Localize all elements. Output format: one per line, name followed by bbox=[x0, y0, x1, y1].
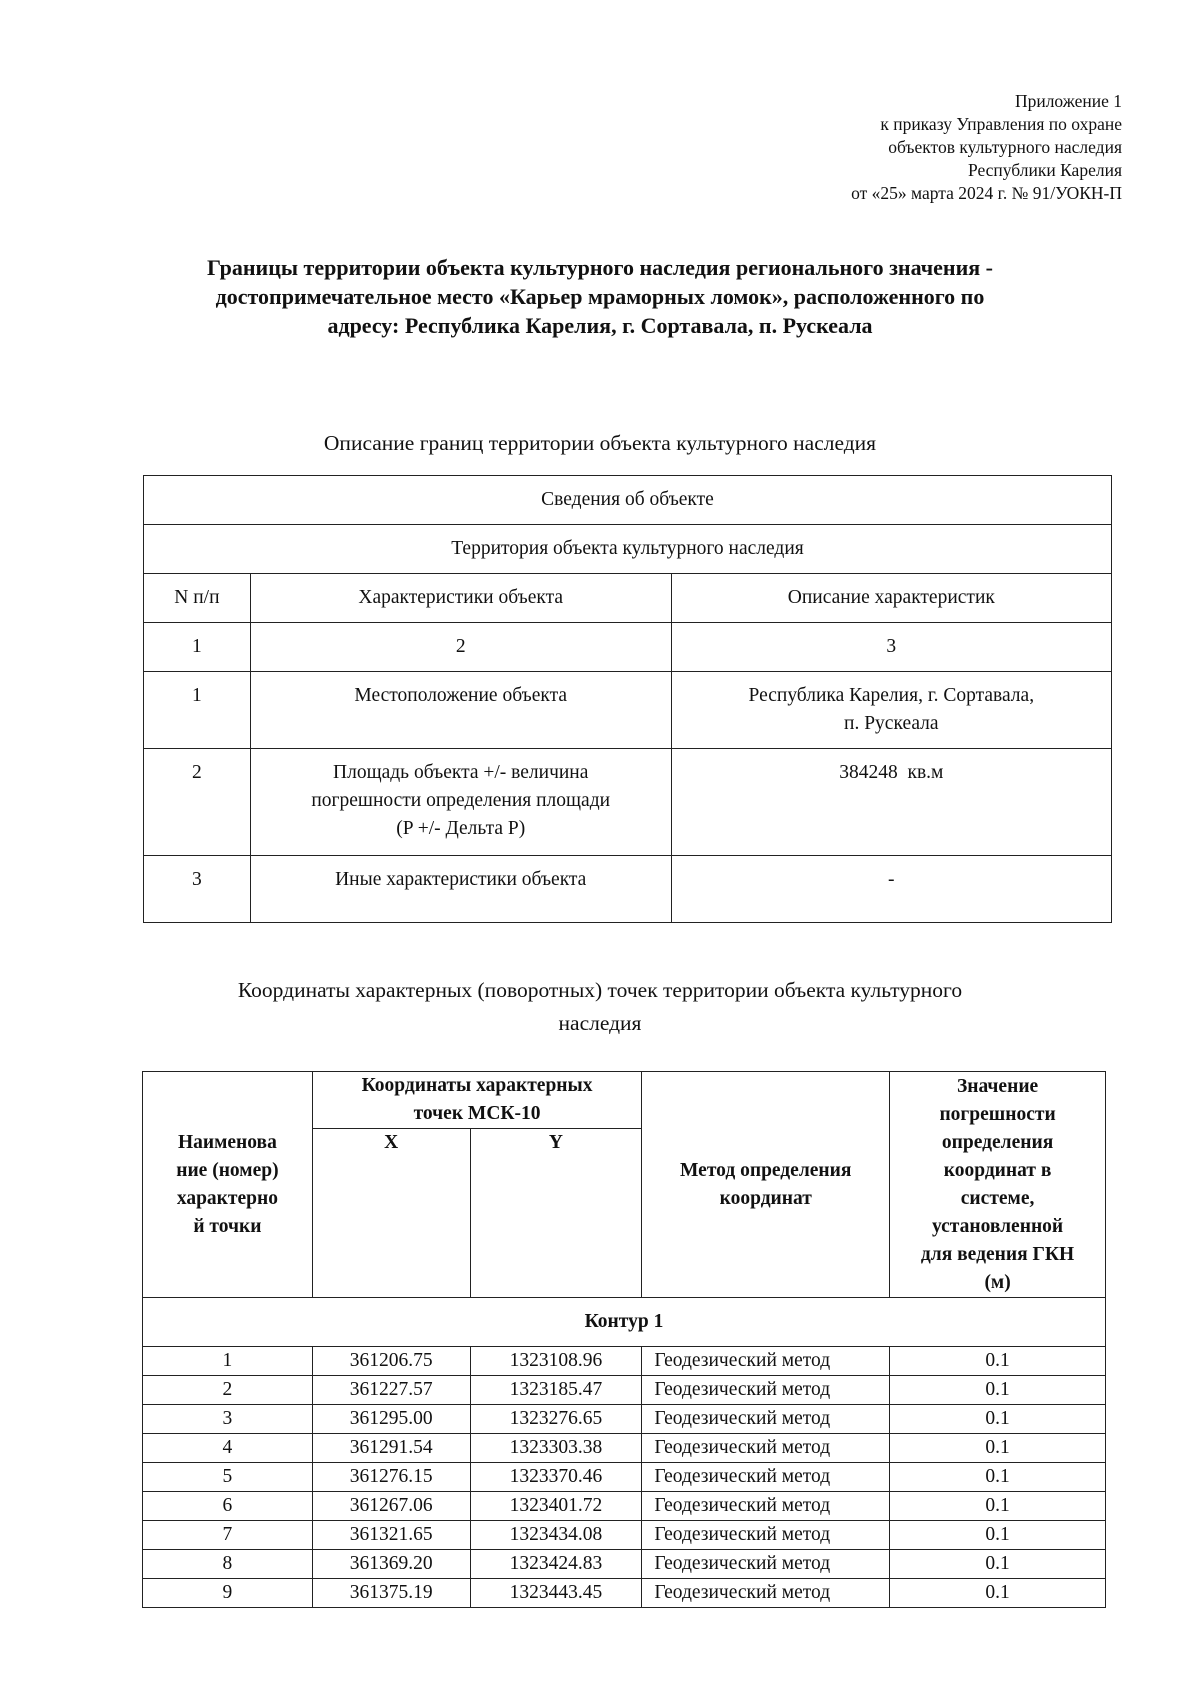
description-table bbox=[143, 475, 1112, 923]
title-line: Границы территории объекта культурного наследия регионального значения - bbox=[207, 255, 993, 280]
cell-line: погрешности определения площади bbox=[311, 790, 611, 811]
header-line: для ведения ГКН bbox=[920, 1244, 1075, 1265]
method-cell: Геодезический метод bbox=[642, 1521, 890, 1550]
point-cell: 8 bbox=[143, 1550, 313, 1579]
method-cell: Геодезический метод bbox=[642, 1579, 890, 1608]
point-cell: 3 bbox=[143, 1405, 313, 1434]
table-row bbox=[143, 1347, 1106, 1376]
table-row bbox=[143, 1550, 1106, 1579]
row-characteristic bbox=[250, 856, 671, 923]
y-cell: 1323303.38 bbox=[470, 1434, 642, 1463]
cell-line: Местоположение объекта bbox=[354, 685, 568, 706]
row-num: 3 bbox=[144, 856, 251, 923]
table-row bbox=[144, 672, 1112, 749]
title-line: адресу: Республика Карелия, г. Сортавала, п. Рускеала bbox=[327, 313, 873, 338]
point-cell: 7 bbox=[143, 1521, 313, 1550]
method-cell: Геодезический метод bbox=[642, 1492, 890, 1521]
accuracy-cell: 0.1 bbox=[890, 1405, 1106, 1434]
x-cell: 361267.06 bbox=[312, 1492, 470, 1521]
header-line: погрешности bbox=[939, 1104, 1056, 1125]
row-num: 2 bbox=[144, 749, 251, 856]
index-cell: 2 bbox=[250, 623, 671, 672]
accuracy-cell: 0.1 bbox=[890, 1434, 1106, 1463]
accuracy-cell: 0.1 bbox=[890, 1376, 1106, 1405]
appendix-line: к приказу Управления по охране bbox=[880, 114, 1122, 134]
header-characteristic: Характеристики объекта bbox=[250, 574, 671, 623]
index-cell: 1 bbox=[144, 623, 251, 672]
y-cell: 1323401.72 bbox=[470, 1492, 642, 1521]
appendix-line: объектов культурного наследия bbox=[888, 137, 1122, 157]
coordinates-table bbox=[142, 1071, 1106, 1608]
accuracy-cell: 0.1 bbox=[890, 1492, 1106, 1521]
header-line: Метод определения bbox=[680, 1159, 852, 1181]
index-cell: 3 bbox=[671, 623, 1111, 672]
cell-line: 384248 кв.м bbox=[839, 762, 944, 783]
header-line: характерно bbox=[176, 1187, 278, 1209]
point-cell: 2 bbox=[143, 1376, 313, 1405]
contour-label: Контур 1 bbox=[143, 1298, 1106, 1347]
x-cell: 361369.20 bbox=[312, 1550, 470, 1579]
cell-line: Республика Карелия, г. Сортавала, bbox=[748, 685, 1035, 706]
appendix-line: от «25» марта 2024 г. № 91/УОКН-П bbox=[851, 183, 1122, 203]
cell-line: п. Рускеала bbox=[844, 713, 939, 734]
y-cell: 1323434.08 bbox=[470, 1521, 642, 1550]
accuracy-cell: 0.1 bbox=[890, 1463, 1106, 1492]
y-cell: 1323370.46 bbox=[470, 1463, 642, 1492]
header-line: установленной bbox=[931, 1216, 1064, 1237]
table-row bbox=[143, 1521, 1106, 1550]
cell-line: Площадь объекта +/- величина bbox=[333, 762, 589, 783]
method-cell: Геодезический метод bbox=[642, 1463, 890, 1492]
accuracy-cell: 0.1 bbox=[890, 1579, 1106, 1608]
row-description bbox=[671, 672, 1111, 749]
row-description bbox=[671, 856, 1111, 923]
y-cell: 1323443.45 bbox=[470, 1579, 642, 1608]
point-cell: 1 bbox=[143, 1347, 313, 1376]
cell-line: - bbox=[888, 869, 895, 890]
header-line: ние (номер) bbox=[176, 1159, 279, 1181]
header-line: й точки bbox=[193, 1215, 262, 1237]
header-line: Наименова bbox=[177, 1131, 277, 1153]
y-cell: 1323276.65 bbox=[470, 1405, 642, 1434]
document-title bbox=[110, 253, 1090, 340]
header-accuracy bbox=[890, 1072, 1106, 1298]
table-row bbox=[143, 1434, 1106, 1463]
table-row bbox=[144, 749, 1112, 856]
point-cell: 4 bbox=[143, 1434, 313, 1463]
header-coords bbox=[312, 1072, 642, 1129]
row-characteristic bbox=[250, 749, 671, 856]
header-line: Значение bbox=[956, 1076, 1039, 1097]
x-cell: 361295.00 bbox=[312, 1405, 470, 1434]
accuracy-cell: 0.1 bbox=[890, 1347, 1106, 1376]
y-cell: 1323108.96 bbox=[470, 1347, 642, 1376]
x-cell: 361291.54 bbox=[312, 1434, 470, 1463]
header-description: Описание характеристик bbox=[671, 574, 1111, 623]
x-cell: 361227.57 bbox=[312, 1376, 470, 1405]
heading-line: наследия bbox=[558, 1011, 642, 1035]
x-cell: 361321.65 bbox=[312, 1521, 470, 1550]
heading-line: Координаты характерных (поворотных) точек территории объекта культурного bbox=[237, 978, 963, 1002]
table-row bbox=[143, 1579, 1106, 1608]
accuracy-cell: 0.1 bbox=[890, 1550, 1106, 1579]
table-row bbox=[143, 1376, 1106, 1405]
table-row bbox=[143, 1405, 1106, 1434]
header-method bbox=[642, 1072, 890, 1298]
description-heading: Описание границ территории объекта культурного наследия bbox=[323, 431, 877, 455]
x-cell: 361206.75 bbox=[312, 1347, 470, 1376]
point-cell: 6 bbox=[143, 1492, 313, 1521]
method-cell: Геодезический метод bbox=[642, 1376, 890, 1405]
caption-row: Сведения об объекте bbox=[144, 476, 1112, 525]
header-line: системе, bbox=[960, 1188, 1035, 1209]
header-point-name bbox=[143, 1072, 313, 1298]
header-line: (м) bbox=[984, 1272, 1011, 1293]
point-cell: 5 bbox=[143, 1463, 313, 1492]
method-cell: Геодезический метод bbox=[642, 1550, 890, 1579]
subcaption-row: Территория объекта культурного наследия bbox=[144, 525, 1112, 574]
method-cell: Геодезический метод bbox=[642, 1434, 890, 1463]
appendix-block bbox=[851, 90, 1122, 205]
title-line: достопримечательное место «Карьер мраморных ломок», расположенного по bbox=[215, 284, 985, 309]
method-cell: Геодезический метод bbox=[642, 1347, 890, 1376]
cell-line: (P +/- Дельта P) bbox=[396, 818, 526, 839]
row-characteristic bbox=[250, 672, 671, 749]
header-num: N п/п bbox=[144, 574, 251, 623]
y-cell: 1323185.47 bbox=[470, 1376, 642, 1405]
appendix-line: Республики Карелия bbox=[967, 160, 1122, 180]
accuracy-cell: 0.1 bbox=[890, 1521, 1106, 1550]
coordinates-heading bbox=[140, 974, 1060, 1040]
cell-line: Иные характеристики объекта bbox=[335, 869, 587, 890]
header-line: точек МСК-10 bbox=[413, 1103, 541, 1124]
appendix-line: Приложение 1 bbox=[1014, 91, 1122, 111]
header-line: Координаты характерных bbox=[361, 1075, 593, 1096]
header-x: X bbox=[312, 1129, 470, 1298]
row-num: 1 bbox=[144, 672, 251, 749]
table-row bbox=[143, 1492, 1106, 1521]
header-line: координат bbox=[719, 1187, 812, 1209]
x-cell: 361276.15 bbox=[312, 1463, 470, 1492]
header-line: координат в bbox=[943, 1160, 1052, 1181]
method-cell: Геодезический метод bbox=[642, 1405, 890, 1434]
header-line: определения bbox=[941, 1132, 1054, 1153]
table-row bbox=[143, 1463, 1106, 1492]
x-cell: 361375.19 bbox=[312, 1579, 470, 1608]
table-row bbox=[144, 856, 1112, 923]
point-cell: 9 bbox=[143, 1579, 313, 1608]
row-description bbox=[671, 749, 1111, 856]
y-cell: 1323424.83 bbox=[470, 1550, 642, 1579]
header-y: Y bbox=[470, 1129, 642, 1298]
